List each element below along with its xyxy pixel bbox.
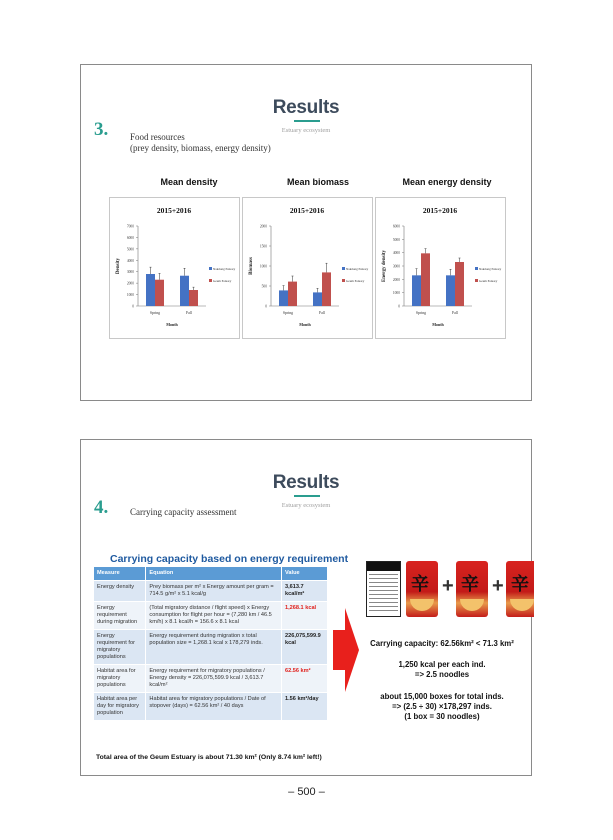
section-title: Carrying capacity assessment: [130, 507, 237, 517]
chart-panel-biomass: [242, 197, 373, 339]
table-header-row: [94, 567, 328, 581]
cell-equation: Energy requirement during migration x total population size = 1,268.1 kcal x 178,279 inds.: [146, 630, 282, 665]
cell-equation: (Total migratory distance / flight speed) x Energy consumption for flight per hour = (7,280 km / 46.5 km/h) x 8.1 kcal/h = 156.6 x 8.1 kcal: [146, 602, 282, 630]
legend-swatch: [209, 267, 212, 270]
box-definition: (1 box = 30 noodles): [404, 712, 480, 721]
section-title-line2: (prey density, biomass, energy density): [130, 143, 271, 153]
y-tick-label: 500: [261, 284, 267, 289]
noodle-image: [366, 561, 534, 619]
y-tick-label: 6000: [126, 235, 134, 240]
noodle-pack-icon: 辛: [406, 561, 438, 617]
cell-measure: Habitat area per day for migratory population: [94, 693, 146, 721]
section-number: 3.: [94, 119, 109, 140]
y-tick-label: 3000: [392, 264, 400, 269]
bar-geum-estuary: [155, 280, 164, 306]
y-tick-label: 1000: [392, 291, 400, 296]
y-tick-label: 1000: [126, 293, 134, 298]
slide-carrying-capacity: [80, 439, 532, 776]
bar-nakdong-estuary: [279, 290, 288, 306]
bar-geum-estuary: [322, 272, 331, 306]
cell-equation: Habitat area for migratory populations / Date of stopover (days) = 62.56 km² / 40 days: [146, 693, 282, 721]
chart-heading-energy-density: Mean energy density: [402, 177, 492, 187]
cell-measure: Energy requirement for migratory populations: [94, 630, 146, 665]
boxes-formula: => (2.5 ÷ 30) ×178,297 inds.: [392, 702, 492, 711]
bar-geum-estuary: [455, 262, 464, 306]
x-tick-label: Spring: [149, 311, 161, 315]
plus-sign: +: [442, 575, 454, 597]
x-tick-label: Fall: [452, 311, 458, 315]
table-row: [94, 665, 328, 693]
cell-value-highlight: 62.56 km²: [282, 665, 328, 693]
table-title: Carrying capacity based on energy requirement: [110, 553, 349, 565]
y-tick-label: 6000: [392, 224, 400, 229]
y-tick-label: 7000: [126, 224, 134, 229]
y-tick-label: 1000: [259, 264, 267, 269]
x-tick-label: Fall: [186, 311, 192, 315]
chart-heading-biomass: Mean biomass: [286, 177, 350, 187]
chart-title: 2015+2016: [422, 206, 458, 215]
bar-geum-estuary: [189, 290, 198, 306]
legend-label: Geum Estuary: [346, 279, 365, 283]
noodles-per-individual: => 2.5 noodles: [414, 670, 470, 679]
legend-label: Nakdong Estuary: [213, 267, 236, 271]
y-axis-label: Energy density: [382, 249, 387, 283]
y-tick-label: 1500: [259, 244, 267, 249]
bar-nakdong-estuary: [146, 274, 155, 306]
y-axis-label: Density: [116, 257, 121, 275]
cell-measure: Habitat area for migratory populations: [94, 665, 146, 693]
chart-title: 2015+2016: [156, 206, 192, 215]
legend-label: Nakdong Estuary: [346, 267, 369, 271]
legend-swatch: [342, 279, 345, 282]
section-number: 4.: [94, 497, 109, 518]
bar-nakdong-estuary: [446, 275, 455, 306]
chart-panel-energy-density: [375, 197, 506, 339]
total-area-note: Total area of the Geum Estuary is about 71.30 km² (Only 8.74 km² left!): [96, 754, 322, 761]
y-tick-label: 0: [398, 304, 400, 309]
bar-nakdong-estuary: [180, 276, 189, 306]
y-tick-label: 2000: [392, 277, 400, 282]
column-header-equation: Equation: [146, 567, 282, 581]
y-tick-label: 5000: [126, 247, 134, 252]
carrying-capacity-table: [94, 567, 328, 720]
bar-nakdong-estuary: [412, 275, 421, 306]
column-header-value: Value: [282, 567, 328, 581]
cell-value: 1.56 km²/day: [282, 693, 328, 721]
slide-title: Results: [272, 97, 340, 118]
kcal-per-individual: 1,250 kcal per each ind.: [398, 660, 486, 669]
bar-nakdong-estuary: [313, 292, 322, 306]
cell-measure: Energy density: [94, 581, 146, 602]
page-number: – 500 –: [288, 786, 325, 798]
table-row: [94, 693, 328, 721]
chart-energy-density: [376, 198, 505, 338]
title-underline: [294, 120, 320, 122]
legend-swatch: [209, 279, 212, 282]
y-tick-label: 2000: [259, 224, 267, 229]
y-tick-label: 4000: [392, 251, 400, 256]
table-row: [94, 602, 328, 630]
y-tick-label: 4000: [126, 258, 134, 263]
noodle-pack-icon: 辛: [456, 561, 488, 617]
slide-subtitle: Estuary ecosystem: [281, 127, 331, 134]
cell-measure: Energy requirement during migration: [94, 602, 146, 630]
x-tick-label: Spring: [415, 311, 427, 315]
cell-value: 226,075,599.9 kcal: [282, 630, 328, 665]
chart-panel-density: [109, 197, 240, 339]
noodle-pack-icon: 辛: [506, 561, 534, 617]
plus-sign: +: [492, 575, 504, 597]
table-row: [94, 630, 328, 665]
carrying-capacity-statement: Carrying capacity: 62.56km² < 71.3 km²: [370, 639, 514, 648]
boxes-total: about 15,000 boxes for total inds.: [380, 692, 504, 701]
bar-geum-estuary: [288, 282, 297, 306]
slide-subtitle: Estuary ecosystem: [281, 502, 331, 509]
x-axis-label: Month: [166, 322, 178, 327]
legend-swatch: [475, 267, 478, 270]
cell-value: 3,613.7 kcal/m²: [282, 581, 328, 602]
x-axis-label: Month: [432, 322, 444, 327]
y-tick-label: 5000: [392, 237, 400, 242]
legend-swatch: [342, 267, 345, 270]
legend-label: Nakdong Estuary: [479, 267, 502, 271]
chart-heading-density: Mean density: [160, 177, 218, 187]
legend-swatch: [475, 279, 478, 282]
section-title-line1: Food resources: [130, 132, 185, 142]
nutrition-label-icon: [366, 561, 401, 617]
chart-title: 2015+2016: [289, 206, 325, 215]
slide-title: Results: [272, 472, 340, 493]
y-tick-label: 0: [265, 304, 267, 309]
y-axis-label: Biomass: [249, 257, 254, 275]
x-axis-label: Month: [299, 322, 311, 327]
x-tick-label: Fall: [319, 311, 325, 315]
chart-biomass: [243, 198, 372, 338]
cell-value-highlight: 1,268.1 kcal: [282, 602, 328, 630]
legend-label: Geum Estuary: [213, 279, 232, 283]
legend-label: Geum Estuary: [479, 279, 498, 283]
x-tick-label: Spring: [282, 311, 294, 315]
cell-equation: Energy requirement for migratory populations / Energy density = 226,075,599.9 kcal / 3,613.7 kcal/m²: [146, 665, 282, 693]
title-underline: [294, 495, 320, 497]
cell-equation: Prey biomass per m² x Energy amount per gram = 714.5 g/m² x 5.1 kcal/g: [146, 581, 282, 602]
column-header-measure: Measure: [94, 567, 146, 581]
y-tick-label: 0: [132, 304, 134, 309]
y-tick-label: 2000: [126, 281, 134, 286]
chart-density: [110, 198, 239, 338]
table-row: [94, 581, 328, 602]
bar-geum-estuary: [421, 253, 430, 306]
y-tick-label: 3000: [126, 270, 134, 275]
slide-food-resources: [80, 64, 532, 401]
